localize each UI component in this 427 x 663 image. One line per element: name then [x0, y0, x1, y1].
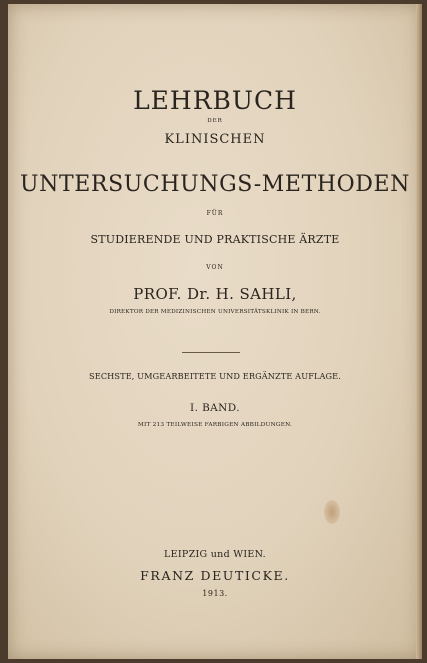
book-title-main: UNTERSUCHUNGS-METHODEN [19, 172, 411, 197]
author-name: PROF. Dr. H. SAHLI, [133, 285, 297, 303]
book-title-klinischen: KLINISCHEN [164, 132, 266, 147]
title-connector-von: VON [206, 264, 224, 271]
audience-line: STUDIERENDE UND PRAKTISCHE ÄRZTE [90, 233, 340, 246]
edition-line: SECHSTE, UMGEARBEITETE UND ERGÄNZTE AUFLAGE. [89, 371, 341, 381]
title-page [8, 4, 422, 659]
author-role: DIREKTOR DER MEDIZINISCHEN UNIVERSITÄTSKLINIK IN BERN. [109, 309, 321, 315]
paper-stain [324, 500, 340, 524]
title-connector-fur: FÜR [206, 210, 224, 217]
publisher-name: FRANZ DEUTICKE. [140, 568, 290, 583]
publication-year: 1913. [202, 589, 228, 598]
title-connector-der: DER [207, 118, 223, 124]
illustrations-line: MIT 213 TEILWEISE FARBIGEN ABBILDUNGEN. [137, 422, 293, 428]
book-title-lehrbuch: LEHRBUCH [133, 86, 297, 115]
publication-place: LEIPZIG und WIEN. [164, 549, 266, 560]
volume-line: I. BAND. [190, 402, 240, 414]
divider-rule [182, 352, 240, 353]
